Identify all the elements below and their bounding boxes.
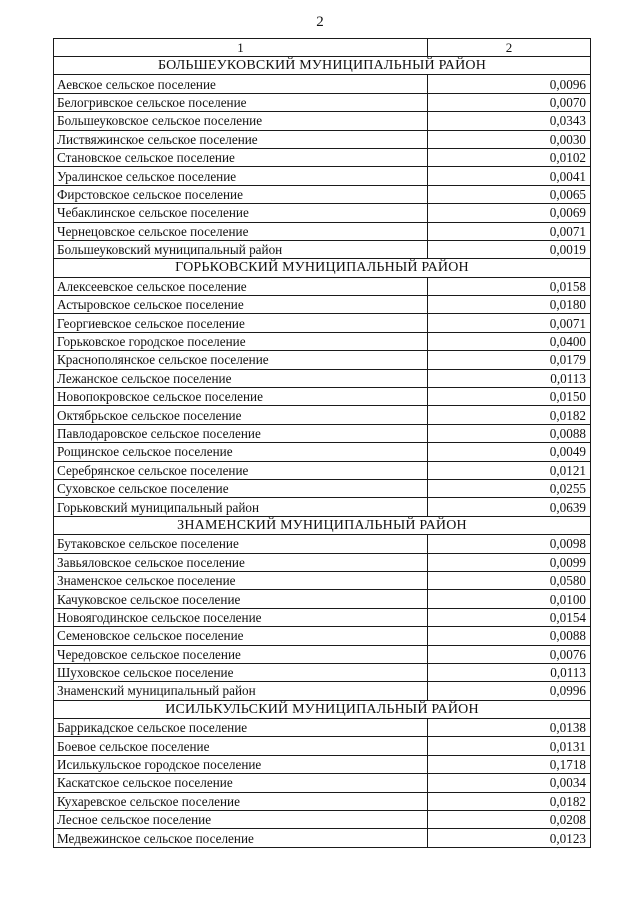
section-header-row bbox=[54, 516, 591, 534]
settlement-value: 0,0096 bbox=[428, 75, 591, 93]
table-row bbox=[54, 222, 591, 240]
settlement-value: 0,0034 bbox=[428, 774, 591, 792]
settlement-value: 0,0180 bbox=[428, 296, 591, 314]
table-row bbox=[54, 277, 591, 295]
table-row bbox=[54, 461, 591, 479]
table-row bbox=[54, 424, 591, 442]
table-row bbox=[54, 369, 591, 387]
settlement-value: 0,0123 bbox=[428, 829, 591, 847]
section-title: ИСИЛЬКУЛЬСКИЙ МУНИЦИПАЛЬНЫЙ РАЙОН bbox=[54, 700, 591, 718]
settlement-name: Октябрьское сельское поселение bbox=[54, 406, 428, 424]
settlement-name: Лежанское сельское поселение bbox=[54, 369, 428, 387]
settlement-name: Большеуковское сельское поселение bbox=[54, 112, 428, 130]
table-row bbox=[54, 498, 591, 516]
table-row bbox=[54, 148, 591, 166]
settlement-value: 0,0400 bbox=[428, 332, 591, 350]
table-row bbox=[54, 296, 591, 314]
table-row bbox=[54, 682, 591, 700]
settlement-value: 0,0113 bbox=[428, 369, 591, 387]
settlement-value: 0,0138 bbox=[428, 719, 591, 737]
settlement-name: Чернецовское сельское поселение bbox=[54, 222, 428, 240]
settlement-value: 0,0071 bbox=[428, 314, 591, 332]
settlement-name: Становское сельское поселение bbox=[54, 148, 428, 166]
table-row bbox=[54, 93, 591, 111]
settlement-name: Краснополянское сельское поселение bbox=[54, 351, 428, 369]
settlement-name: Суховское сельское поселение bbox=[54, 479, 428, 497]
table-row bbox=[54, 792, 591, 810]
table-row bbox=[54, 829, 591, 847]
settlement-name: Семеновское сельское поселение bbox=[54, 627, 428, 645]
section-title: ЗНАМЕНСКИЙ МУНИЦИПАЛЬНЫЙ РАЙОН bbox=[54, 516, 591, 534]
table-row bbox=[54, 443, 591, 461]
settlement-name: Боевое сельское поселение bbox=[54, 737, 428, 755]
table-row bbox=[54, 130, 591, 148]
settlement-value: 0,0131 bbox=[428, 737, 591, 755]
settlement-name: Белогривское сельское поселение bbox=[54, 93, 428, 111]
settlement-name: Листвяжинское сельское поселение bbox=[54, 130, 428, 148]
table-row bbox=[54, 719, 591, 737]
page-number: 2 bbox=[316, 14, 324, 30]
settlement-name: Горьковский муниципальный район bbox=[54, 498, 428, 516]
settlement-name: Качуковское сельское поселение bbox=[54, 590, 428, 608]
settlement-value: 0,0639 bbox=[428, 498, 591, 516]
settlement-value: 0,0088 bbox=[428, 424, 591, 442]
settlement-value: 0,0121 bbox=[428, 461, 591, 479]
header-col2: 2 bbox=[428, 39, 591, 57]
settlement-name: Баррикадское сельское поселение bbox=[54, 719, 428, 737]
settlement-value: 0,0580 bbox=[428, 571, 591, 589]
table-row bbox=[54, 663, 591, 681]
settlement-value: 0,0158 bbox=[428, 277, 591, 295]
table-row bbox=[54, 479, 591, 497]
settlement-name: Чередовское сельское поселение bbox=[54, 645, 428, 663]
settlement-name: Алексеевское сельское поселение bbox=[54, 277, 428, 295]
settlement-value: 0,0071 bbox=[428, 222, 591, 240]
settlement-value: 0,1718 bbox=[428, 755, 591, 773]
settlement-value: 0,0154 bbox=[428, 608, 591, 626]
table-row bbox=[54, 774, 591, 792]
settlement-name: Бутаковское сельское поселение bbox=[54, 535, 428, 553]
section-header-row bbox=[54, 259, 591, 277]
table-row bbox=[54, 406, 591, 424]
settlement-value: 0,0030 bbox=[428, 130, 591, 148]
settlement-name: Георгиевское сельское поселение bbox=[54, 314, 428, 332]
settlement-value: 0,0343 bbox=[428, 112, 591, 130]
section-header-row bbox=[54, 57, 591, 75]
settlement-value: 0,0098 bbox=[428, 535, 591, 553]
settlement-value: 0,0179 bbox=[428, 351, 591, 369]
settlement-value: 0,0100 bbox=[428, 590, 591, 608]
table-row bbox=[54, 75, 591, 93]
table-row bbox=[54, 204, 591, 222]
table-row bbox=[54, 351, 591, 369]
settlement-value: 0,0182 bbox=[428, 406, 591, 424]
table-row bbox=[54, 608, 591, 626]
table-row bbox=[54, 553, 591, 571]
table-row bbox=[54, 240, 591, 258]
settlement-value: 0,0996 bbox=[428, 682, 591, 700]
settlement-name: Рощинское сельское поселение bbox=[54, 443, 428, 461]
settlement-name: Аевское сельское поселение bbox=[54, 75, 428, 93]
settlement-value: 0,0088 bbox=[428, 627, 591, 645]
settlement-name: Лесное сельское поселение bbox=[54, 811, 428, 829]
settlement-value: 0,0255 bbox=[428, 479, 591, 497]
settlement-name: Исилькульское городское поселение bbox=[54, 755, 428, 773]
settlement-name: Чебаклинское сельское поселение bbox=[54, 204, 428, 222]
settlement-value: 0,0069 bbox=[428, 204, 591, 222]
table-row bbox=[54, 811, 591, 829]
settlement-value: 0,0065 bbox=[428, 185, 591, 203]
section-header-row bbox=[54, 700, 591, 718]
settlement-value: 0,0019 bbox=[428, 240, 591, 258]
settlement-name: Серебрянское сельское поселение bbox=[54, 461, 428, 479]
header-col1: 1 bbox=[54, 39, 428, 57]
settlement-name: Знаменский муниципальный район bbox=[54, 682, 428, 700]
settlement-name: Уралинское сельское поселение bbox=[54, 167, 428, 185]
settlement-name: Большеуковский муниципальный район bbox=[54, 240, 428, 258]
table-row bbox=[54, 645, 591, 663]
table-header-row bbox=[54, 39, 591, 57]
settlement-value: 0,0076 bbox=[428, 645, 591, 663]
settlement-name: Горьковское городское поселение bbox=[54, 332, 428, 350]
settlement-name: Знаменское сельское поселение bbox=[54, 571, 428, 589]
table-row bbox=[54, 737, 591, 755]
settlement-name: Астыровское сельское поселение bbox=[54, 296, 428, 314]
settlement-value: 0,0070 bbox=[428, 93, 591, 111]
table-row bbox=[54, 314, 591, 332]
settlement-name: Новопокровское сельское поселение bbox=[54, 388, 428, 406]
table-row bbox=[54, 112, 591, 130]
table-row bbox=[54, 167, 591, 185]
settlement-name: Новоягодинское сельское поселение bbox=[54, 608, 428, 626]
table-row bbox=[54, 332, 591, 350]
settlement-name: Завьяловское сельское поселение bbox=[54, 553, 428, 571]
settlement-value: 0,0041 bbox=[428, 167, 591, 185]
settlement-name: Фирстовское сельское поселение bbox=[54, 185, 428, 203]
distribution-table bbox=[53, 38, 591, 848]
section-title: ГОРЬКОВСКИЙ МУНИЦИПАЛЬНЫЙ РАЙОН bbox=[54, 259, 591, 277]
settlement-value: 0,0102 bbox=[428, 148, 591, 166]
settlement-name: Медвежинское сельское поселение bbox=[54, 829, 428, 847]
settlement-name: Шуховское сельское поселение bbox=[54, 663, 428, 681]
table-row bbox=[54, 185, 591, 203]
settlement-value: 0,0150 bbox=[428, 388, 591, 406]
table-row bbox=[54, 627, 591, 645]
table-row bbox=[54, 535, 591, 553]
table-row bbox=[54, 755, 591, 773]
settlement-name: Каскатское сельское поселение bbox=[54, 774, 428, 792]
settlement-value: 0,0208 bbox=[428, 811, 591, 829]
settlement-value: 0,0049 bbox=[428, 443, 591, 461]
settlement-value: 0,0182 bbox=[428, 792, 591, 810]
table-row bbox=[54, 571, 591, 589]
table-row bbox=[54, 388, 591, 406]
settlement-value: 0,0099 bbox=[428, 553, 591, 571]
settlement-value: 0,0113 bbox=[428, 663, 591, 681]
settlement-name: Павлодаровское сельское поселение bbox=[54, 424, 428, 442]
settlement-name: Кухаревское сельское поселение bbox=[54, 792, 428, 810]
section-title: БОЛЬШЕУКОВСКИЙ МУНИЦИПАЛЬНЫЙ РАЙОН bbox=[54, 57, 591, 75]
table-row bbox=[54, 590, 591, 608]
